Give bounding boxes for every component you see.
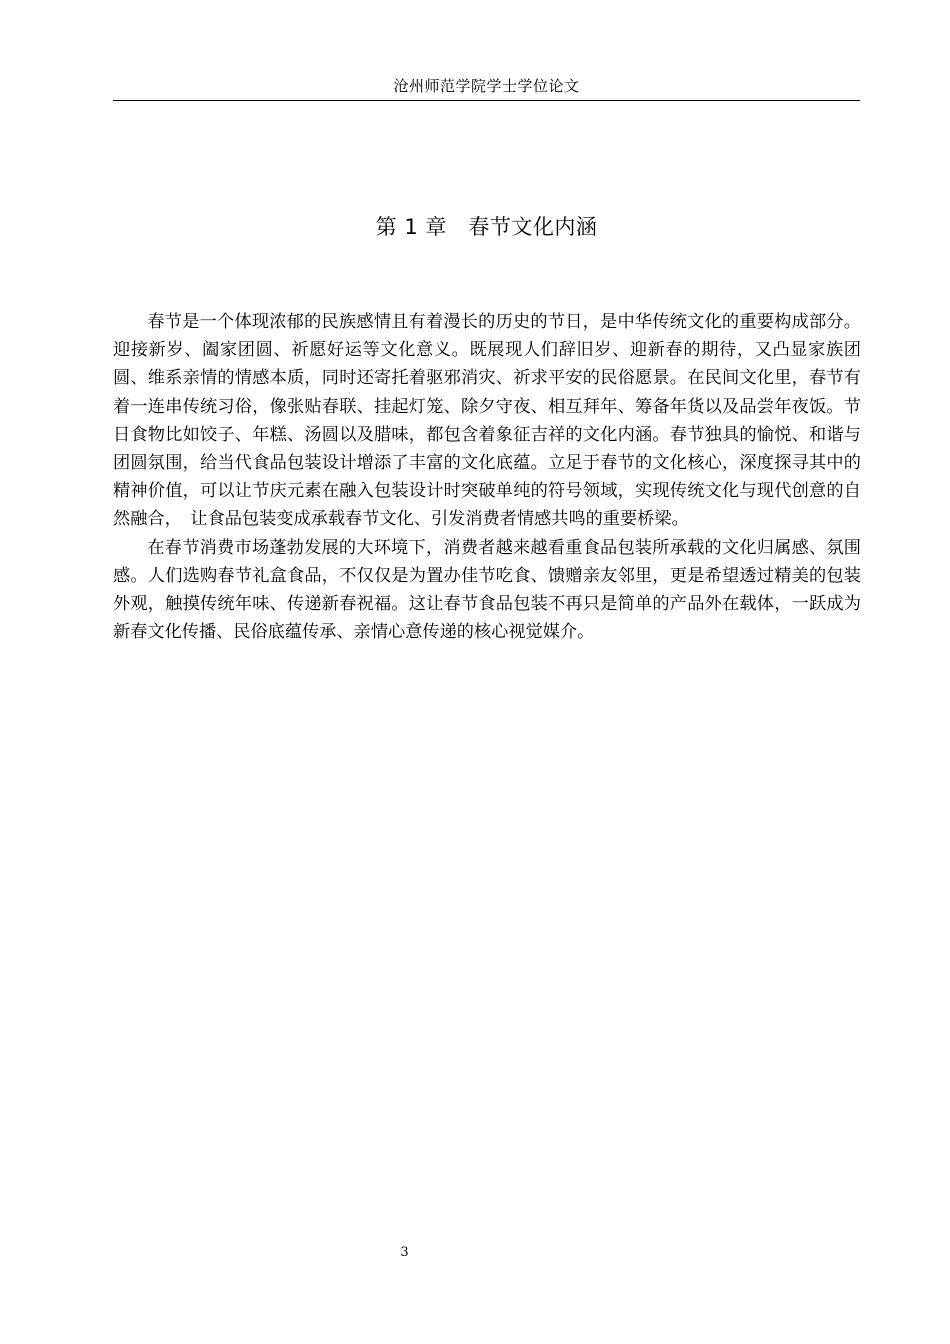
header-divider xyxy=(113,100,860,101)
paragraph: 春节是一个体现浓郁的民族感情且有着漫长的历史的节日，是中华传统文化的重要构成部分。迎接新岁、阖家团圆、祈愿好运等文化意义。既展现人们辞旧岁、迎新春的期待，又凸显家族团圆、维系亲情的情感本质，同时还寄托着驱邪消灾、祈求平安的民俗愿景。在民间文化里，春节有着一连串传统习俗，像张贴春联、挂起灯笼、除夕守夜、相互拜年、筹备年货以及品尝年夜饭。节日食物比如饺子、年糕、汤圆以及腊味，都包含着象征吉祥的文化内涵。春节独具的愉悦、和谐与团圆氛围，给当代食品包装设计增添了丰富的文化底蕴。立足于春节的文化核心，深度探寻其中的精神价值，可以让节庆元素在融入包装设计时突破单纯的符号领域，实现传统文化与现代创意的自然融合， 让食品包装变成承载春节文化、引发消费者情感共鸣的重要桥梁。 xyxy=(113,312,861,530)
header-title: 沧州师范学院学士学位论文 xyxy=(393,77,580,95)
body-text xyxy=(113,308,861,646)
chapter-title: 第 1 章 春节文化内涵 xyxy=(375,215,598,239)
page-number: 3 xyxy=(400,1245,409,1260)
paragraph: 在春节消费市场蓬勃发展的大环境下，消费者越来越看重食品包装所承载的文化归属感、氛围感。人们选购春节礼盒食品，不仅仅是为置办佳节吃食、馈赠亲友邻里，更是希望透过精美的包装外观，触摸传统年味、传递新春祝福。这让春节食品包装不再只是简单的产品外在载体，一跃成为新春文化传播、民俗底蕴传承、亲情心意传递的核心视觉媒介。 xyxy=(113,537,861,643)
page-header xyxy=(113,70,860,100)
